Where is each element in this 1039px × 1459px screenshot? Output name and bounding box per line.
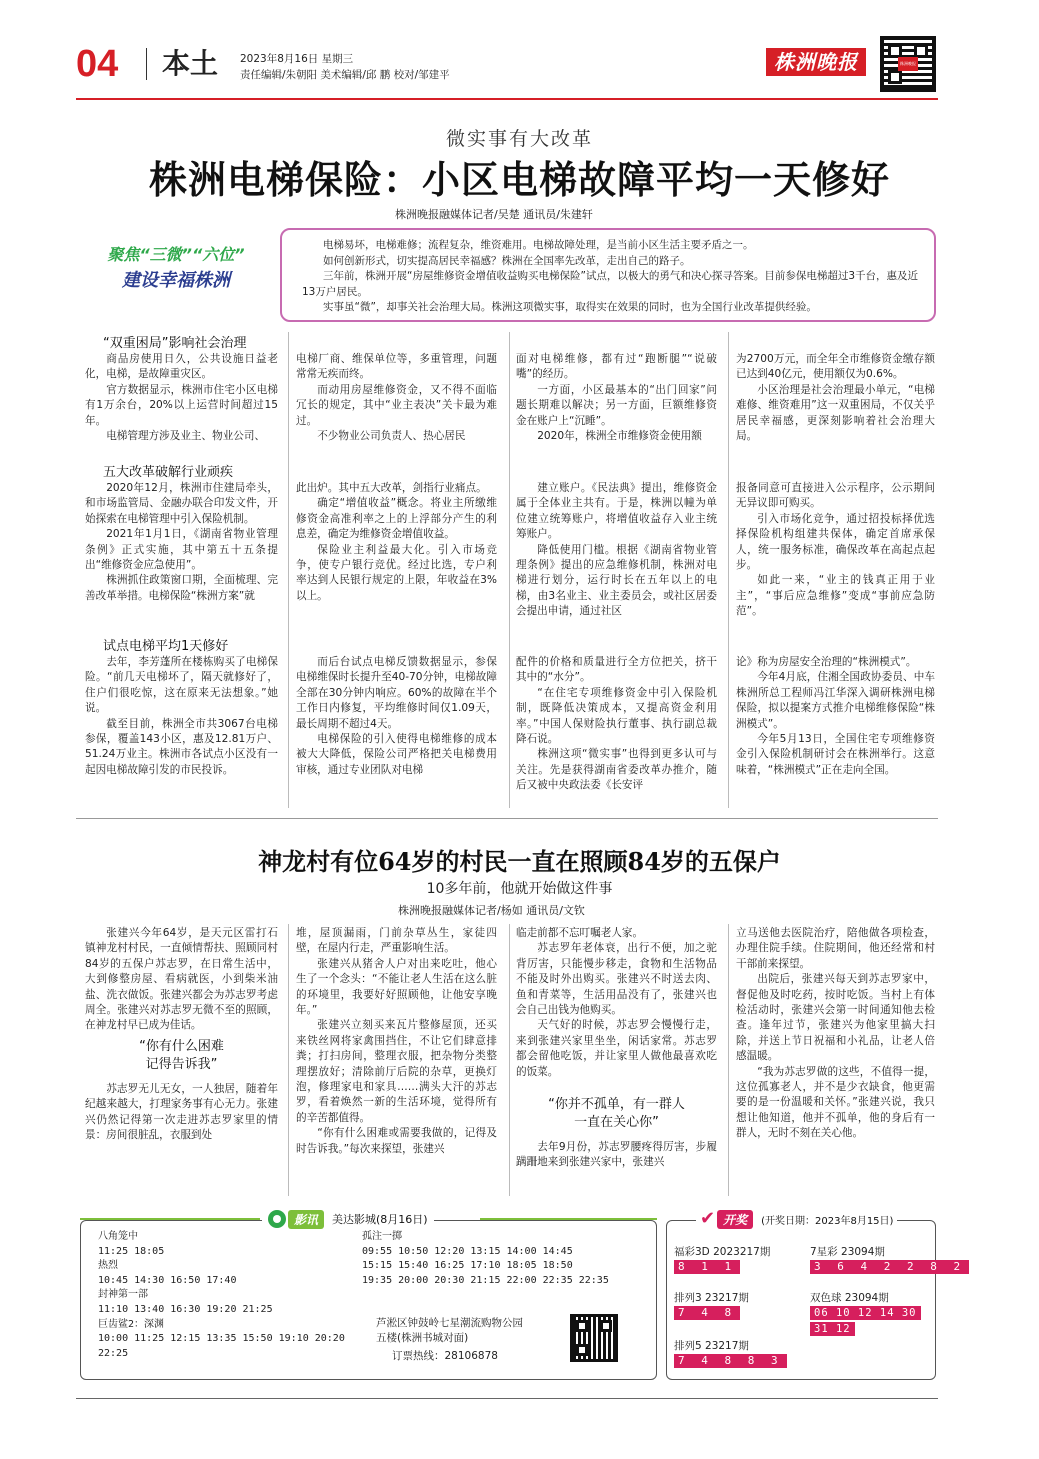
column-divider <box>288 332 289 808</box>
paragraph: 2020年，株洲全市维修资金使用额 <box>537 430 702 443</box>
article1-r1-col1 <box>85 352 278 444</box>
lottery-name: 7星彩 23094期 <box>810 1246 885 1258</box>
paragraph: 电梯厂商、维保单位等，多重管理，问题常常无疾而终。 <box>296 353 497 381</box>
film-reel-icon <box>268 1210 286 1228</box>
lead-paragraph: 实事虽“微”，却事关社会治理大局。株洲这项微实事，取得实在效果的同时，也为全国行业改革提供经验。 <box>323 301 817 313</box>
paragraph: 电梯管理方涉及业主、物业公司、 <box>106 430 266 443</box>
film-title: 封神第一部 <box>98 1289 148 1301</box>
lottery-name: 排列3 23217期 <box>674 1292 749 1304</box>
paragraph: 张建兴今年64岁，是天元区雷打石镇神龙村村民，一直倾情帮扶、照顾同村84岁的五保户苏志罗，在日常生活中，大到修整房屋、看病就医，小到柴米油盐、洗衣做饭。张建兴都会为苏志罗考虑周全。张建兴对苏志罗无微不至的照顾，在神龙村早已成为佳话。 <box>85 927 278 1032</box>
paragraph: 建立账户。《民法典》提出，维修资金属于全体业主共有。于是，株洲以幢为单位建立统筹账户，将增值收益存入业主统筹账户。 <box>516 482 717 541</box>
film-times: 10:45 14:30 16:50 17:40 <box>98 1274 237 1286</box>
lottery-name: 双色球 23094期 <box>810 1292 889 1304</box>
article1-r3-col3 <box>516 655 717 794</box>
paragraph: 天气好的时候，苏志罗会慢慢行走，来到张建兴家里坐坐，闲话家常。苏志罗都会留他吃饭，并让家里人做他最喜欢吃的饭菜。 <box>516 1019 717 1078</box>
paragraph: 面对电梯维修，都有过“跑断腿”“说破嘴”的经历。 <box>516 353 717 381</box>
lottery-header <box>696 1208 897 1230</box>
paragraph: 此出炉。其中五大改革，剑指行业痛点。 <box>296 482 487 494</box>
lottery-numbers: 7 4 8 <box>674 1306 740 1320</box>
editor-line: 责任编辑/朱朝阳 美术编辑/邱 鹏 校对/邹建平 <box>240 69 450 81</box>
masthead-divider <box>146 48 147 80</box>
paragraph: 株洲这项“微实事”也得到更多认可与关注。先是获得湖南省委改革办推介，随后又被中央政法委《长安评 <box>516 748 717 792</box>
article1-r1-col3 <box>516 352 717 444</box>
film-times: 11:10 13:40 16:30 19:20 21:25 <box>98 1303 273 1315</box>
paragraph: 株洲抓住政策窗口期，全面梳理、完善改革举措。电梯保险“株洲方案”就 <box>85 574 278 602</box>
lead-paragraph: 如何创新形式，切实提高居民幸福感？株洲在全国率先改革，走出自己的路子。 <box>323 254 691 267</box>
paragraph: 立马送他去医院治疗，陪他做各项检查，办理住院手续。住院期间，他还经常和村干部前来探望。 <box>736 927 935 970</box>
article1-kicker: 微实事有大改革 <box>445 128 593 150</box>
film-times: 09:55 10:50 12:20 13:15 14:00 14:45 15:15 15:40 16:25 17:10 18:05 18:50 19:35 20:00 20:30 21:15 22:00 22:35 22:35 <box>362 1245 609 1286</box>
paragraph: 论》称为房屋安全治理的“株洲模式”。 <box>736 656 917 668</box>
paper-logo: 株洲晚报 <box>766 48 866 76</box>
article1-r2-col3 <box>516 481 717 620</box>
paragraph: 小区治理是社会治理最小单元，“电梯难修、维资难用”这一双重困局，不仅关乎居民幸福感，更深刻影响着社会治理大局。 <box>736 383 935 443</box>
article1-r2-col1 <box>85 481 278 604</box>
cinema-left-list <box>98 1230 358 1361</box>
article1-r1-col4 <box>736 352 935 444</box>
footer-rule <box>76 1398 938 1399</box>
paragraph: “在住宅专项维修资金中引入保险机制，既降低决策成本，又提高资金利用率。”中国人保财险执行董事、执行副总裁降石说。 <box>516 686 717 746</box>
article2-col2 <box>296 926 497 1157</box>
masthead-rule <box>76 98 938 100</box>
cinema-header-rule <box>480 1218 657 1220</box>
paragraph: 引入市场化竞争，通过招投标择优选择保险机构组建共保体，确定首席承保人，统一服务标准，确保改革在高起点起步。 <box>736 512 935 572</box>
film-title: 巨齿鲨2：深渊 <box>98 1318 165 1330</box>
subhead-dual-dilemma: “双重困局”影响社会治理 <box>103 336 247 351</box>
paragraph: 保险业主利益最大化。引入市场竞争，使专户银行竞优。经过比选，专户利率达到人民银行规定的上限，年收益在3%以上。 <box>296 543 497 602</box>
page-number: 04 <box>76 43 119 85</box>
article-separator <box>76 818 938 819</box>
section-title: 本土 <box>162 47 219 80</box>
paragraph: “你有什么困难或需要我做的，记得及时告诉我。”每次来探望，张建兴 <box>296 1127 497 1155</box>
cinema-title: 美达影城(8月16日) <box>332 1213 428 1226</box>
paragraph: 张建兴立刻买来瓦片整修屋顶，还买来铁丝网将家禽围挡住，不让它们肆意排粪；打扫房间，整理衣服，把杂物分类整理摆放好；清除前厅后院的杂草，更换灯泡，修理家电和家具……满头大汗的苏志罗，看着焕然一新的生活环境，觉得所有的辛苦都值得。 <box>296 1019 497 1124</box>
cinema-qr-code <box>570 1314 618 1362</box>
article2-deck: 10多年前，他就开始做这件事 <box>426 881 613 897</box>
paragraph: 报备同意可直接进入公示程序，公示期间无异议即可购买。 <box>736 482 935 510</box>
paragraph: 去年9月份，苏志罗腰疼得厉害，步履蹒跚地来到张建兴家中，张建兴 <box>516 1141 717 1169</box>
article1-r2-col4 <box>736 481 935 620</box>
article1-r3-col4 <box>736 655 935 778</box>
paragraph: 商品房使用日久，公共设施日益老化，电梯，是故障重灾区。 <box>85 353 278 381</box>
paragraph: 一方面，小区最基本的“出门回家”问题长期难以解决；另一方面，巨额维修资金在账户上“沉睡”。 <box>516 383 717 427</box>
article1-r3-col1 <box>85 655 278 778</box>
lottery-numbers: 3 6 4 2 2 8 2 <box>810 1260 969 1274</box>
paragraph: 堆，屋顶漏雨，门前杂草丛生，家徒四壁，在屋内行走，严重影响生活。 <box>296 927 497 955</box>
lead-paragraph: 电梯易坏，电梯难修；流程复杂，维资难用。电梯故障处理，是当前小区生活主要矛盾之一。 <box>323 239 754 251</box>
subhead-five-reforms: 五大改革破解行业顽疾 <box>103 465 234 480</box>
column-divider <box>509 924 510 1196</box>
paragraph: 临走前都不忘叮嘱老人家。 <box>516 927 644 939</box>
column-divider <box>288 924 289 1196</box>
masthead-qr-code <box>880 36 936 92</box>
lottery-numbers: 8 1 1 <box>674 1260 740 1274</box>
cinema-header <box>262 1208 434 1230</box>
lead-box <box>280 228 936 322</box>
paragraph: 苏志罗年老体衰，出行不便，加之驼背厉害，只能慢步移走，食物和生活物品不能及时外出购买。张建兴不时送去肉、鱼和青菜等，生活用品没有了，张建兴也会自己出钱为他购买。 <box>516 942 717 1017</box>
lottery-numbers-blue: 31 12 <box>810 1322 855 1336</box>
lottery-badge: 开奖 <box>717 1210 753 1229</box>
column-divider <box>728 924 729 1196</box>
paragraph: 而后台试点电梯反馈数据显示，参保电梯维保时长提升至40-70分钟，电梯故障全部在30分钟内响应。60%的故障在半个工作日内修复，平均维修时间仅1.09天，最长周期不超过4天。 <box>296 656 497 730</box>
paragraph: 确定“增值收益”概念。将业主所缴维修资金高准利率之上的上浮部分产生的利息差，确定为维修资金增值收益。 <box>296 497 497 541</box>
campaign-badge-line2: 建设幸福株洲 <box>122 270 230 291</box>
paragraph: 出院后，张建兴每天到苏志罗家中，督促他及时吃药，按时吃饭。当村上有体检活动时，张建兴会第一时间通知他去检查。逢年过节，张建兴为他家里搞大扫除，并送上节日祝福和小礼品，让老人倍感温暖。 <box>736 973 935 1063</box>
article1-byline: 株洲晚报融媒体记者/吴楚 通讯员/朱建轩 <box>395 208 593 221</box>
cinema-header-rule <box>80 1218 260 1220</box>
article2-col1b <box>85 1082 278 1144</box>
paragraph: 如此一来，“业主的钱真正用于业主”，“事后应急维修”变成“事前应急防范”。 <box>736 574 935 618</box>
qr-logo-label: 株洲晚报 <box>898 57 918 71</box>
film-title: 孤注一掷 <box>362 1231 402 1242</box>
lottery-date: (开奖日期：2023年8月15日) <box>761 1215 894 1227</box>
lottery-name: 福彩3D 2023217期 <box>674 1246 771 1258</box>
paragraph: 张建兴从猪舍人户对出来吃吐，他心生了一个念头：“不能让老人生活在这么脏的环境里，我要好好照顾他，让他安享晚年。” <box>296 957 497 1017</box>
paragraph: 降低使用门槛。根据《湖南省物业管理条例》提出的应急维修机制，株洲对电梯进行划分，运行时长在五年以上的电梯，由3名业主、业主委员会，或社区居委会提出申请，通过社区 <box>516 543 717 618</box>
paragraph: 去年，李芳蓬所在楼栋购买了电梯保险。“前几天电梯坏了，隔天就修好了，住户们很吃惊，这在原来无法想象。”她说。 <box>85 656 278 715</box>
column-divider <box>728 332 729 808</box>
pull-quote-1: “你有什么困难 记得告诉我” <box>139 1039 224 1072</box>
article1-r3-col2 <box>296 655 497 778</box>
film-title: 热烈 <box>98 1260 118 1272</box>
paragraph: 不少物业公司负责人、热心居民 <box>317 430 466 443</box>
lottery-name: 排列5 23217期 <box>674 1340 749 1352</box>
campaign-badge-line1: 聚焦“三微”“六位” <box>107 245 245 264</box>
lottery-numbers: 7 4 8 8 3 <box>674 1354 787 1368</box>
subhead-pilot-results: 试点电梯平均1天修好 <box>103 639 229 654</box>
cinema-right-list <box>362 1230 652 1288</box>
lottery-numbers: 06 10 12 14 30 <box>810 1306 921 1320</box>
article2-col1a <box>85 926 278 1034</box>
cinema-hotline: 订票热线：28106878 <box>392 1350 498 1362</box>
date-line: 2023年8月16日 星期三 <box>240 53 354 65</box>
article1-r1-col2 <box>296 352 497 444</box>
paragraph: 官方数据显示，株洲市住宅小区电梯有1万余台，20%以上运营时间超过15年。 <box>85 383 278 427</box>
paragraph: 截至目前，株洲全市共3067台电梯参保，覆盖143小区，惠及12.81万户、51.24万业主。株洲市各试点小区没有一起因电梯故障引发的市民投诉。 <box>85 717 278 776</box>
paragraph: 2021年1月1日，《湖南省物业管理条例》正式实施，其中第五十五条提出“维修资金应急使用”。 <box>85 528 278 572</box>
article2-byline: 株洲晚报融媒体记者/杨如 通讯员/文钦 <box>398 904 585 917</box>
article2-headline: 神龙村有位64岁的村民一直在照顾84岁的五保户 <box>258 847 781 876</box>
paragraph: 为2700万元，而全年全市维修资金缴存额已达到40亿元，使用额仅为0.6%。 <box>736 353 935 381</box>
column-divider <box>509 332 510 808</box>
paragraph: 今年4月底，住湘全国政协委员、中车株洲所总工程师冯江华深入调研株洲电梯保险，拟以提案方式推介电梯维修保险“株洲模式”。 <box>736 671 935 730</box>
paragraph: 而动用房屋维修资金，又不得不面临冗长的规定，其中“业主表决”关卡最为难过。 <box>296 383 497 427</box>
checkmark-icon: ✔ <box>700 1208 716 1229</box>
paragraph: 今年5月13日，全国住宅专项维修资金引入保险机制研讨会在株洲举行。这意味着，“株洲模式”正在走向全国。 <box>736 733 935 776</box>
article2-col3b <box>516 1140 717 1171</box>
paragraph: 苏志罗无儿无女，一人独居，随着年纪越来越大，打理家务事有心无力。张建兴仍然记得第一次走进苏志罗家里的情景：房间很脏乱，衣服到处 <box>85 1083 278 1142</box>
article1-r2-col2 <box>296 481 497 604</box>
article2-col3a <box>516 926 717 1080</box>
film-title: 八角笼中 <box>98 1231 138 1242</box>
article1-headline: 株洲电梯保险：小区电梯故障平均一天修好 <box>148 158 890 202</box>
campaign-badge <box>78 236 274 296</box>
lead-paragraph: 三年前，株洲开展“房屋维修资金增值收益购买电梯保险”试点，以极大的勇气和决心探寻答案。目前参保电梯超过3千台，惠及近13万户居民。 <box>302 270 919 298</box>
pull-quote-2: “你并不孤单，有一群人 一直在关心你” <box>548 1097 685 1130</box>
film-times: 10:00 11:25 12:15 13:35 15:50 19:10 20:20 22:25 <box>98 1333 345 1359</box>
paragraph: 2020年12月，株洲市住建局牵头，和市场监管局、金融办联合印发文件，开始探索在电梯管理中引入保险机制。 <box>85 482 278 525</box>
cinema-badge: 影讯 <box>288 1210 324 1229</box>
cinema-address: 芦淞区钟鼓岭七星潮流购物公园 五楼(株洲书城对面) <box>376 1317 523 1344</box>
paragraph: “我为苏志罗做的这些，不值得一提，这位孤寡老人，并不是少衣缺食，他更需要的是一份温暖和关怀。”张建兴说，我只想让他知道，他并不孤单，他的身后有一群人，无时不刻在关心他。 <box>736 1065 935 1140</box>
paragraph: 配件的价格和质量进行全方位把关，挤干其中的“水分”。 <box>516 656 717 684</box>
paragraph: 电梯保险的引入使得电梯维修的成本被大大降低，保险公司严格把关电梯费用审核，通过专业团队对电梯 <box>296 733 497 776</box>
film-times: 11:25 18:05 <box>98 1245 165 1257</box>
article2-col4 <box>736 926 935 1142</box>
